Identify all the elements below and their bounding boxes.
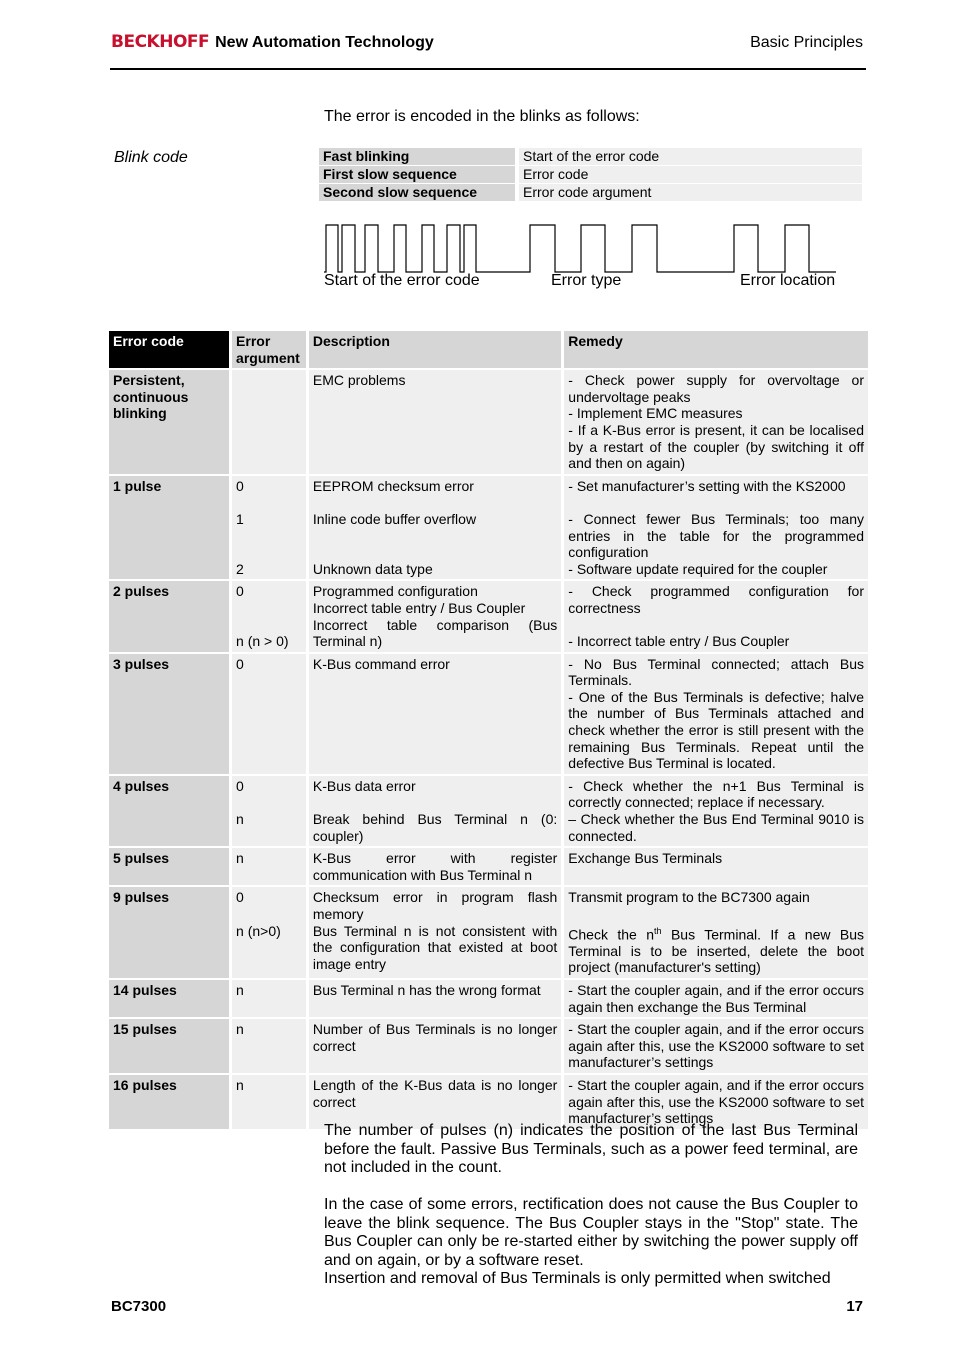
error-code	[109, 1075, 229, 1129]
error-remedy-line: - Connect fewer Bus Terminals; too many entries in the table for the programmed configuration	[568, 510, 864, 561]
error-code	[109, 980, 229, 1017]
error-code	[109, 887, 229, 978]
header-divider	[110, 68, 866, 70]
error-code-line: 15 pulses	[113, 1021, 177, 1038]
error-remedy-line: – Check whether the Bus End Terminal 9010 is connected.	[568, 811, 864, 844]
error-argument-line: 0	[236, 477, 244, 494]
error-description	[309, 476, 561, 580]
blink-pattern: Fast blinking	[319, 148, 515, 165]
error-description-line: K-Bus data error	[312, 777, 416, 794]
blink-pattern: First slow sequence	[319, 166, 515, 183]
error-description	[309, 980, 561, 1017]
error-remedy	[564, 848, 868, 885]
error-argument	[232, 980, 306, 1017]
error-description-line: Incorrect table entry / Bus Coupler	[312, 599, 526, 616]
header-error-argument: Error argument	[232, 331, 306, 368]
error-remedy	[564, 887, 868, 978]
error-remedy-line: - If a K-Bus error is present, it can be localised by a restart of the coupler (by switching it off and then on again)	[568, 421, 864, 472]
error-description-line: Bus Terminal n has the wrong format	[312, 982, 541, 999]
paragraph-insertion: Insertion and removal of Bus Terminals is only permitted when switched	[324, 1270, 831, 1287]
blink-table-row	[319, 184, 862, 201]
blink-table-row	[319, 148, 862, 165]
error-remedy	[564, 476, 868, 580]
error-argument	[232, 1019, 306, 1073]
error-argument-line: n	[236, 982, 244, 999]
blank-line	[568, 906, 864, 923]
table-row	[109, 980, 868, 1017]
error-description-line: Unknown data type	[312, 560, 433, 577]
paragraph-pulse-count: The number of pulses (n) indicates the position of the last Bus Terminal before the fault. Passive Bus Terminals, such as a power feed terminal, are not included in the count.	[324, 1122, 858, 1177]
error-code-line: 16 pulses	[113, 1077, 177, 1093]
error-code	[109, 370, 229, 474]
error-code-line: blinking	[113, 405, 167, 422]
error-argument-line: 0	[236, 889, 244, 906]
header-remedy: Remedy	[564, 331, 868, 368]
error-argument	[232, 370, 306, 474]
table-row	[109, 1019, 868, 1073]
error-description-line: Number of Bus Terminals is no longer correct	[312, 1021, 558, 1054]
table-row	[109, 887, 868, 978]
error-remedy	[564, 654, 868, 774]
table-row	[109, 848, 868, 885]
side-label-blink-code: Blink code	[114, 149, 188, 166]
blank-line	[568, 617, 864, 634]
error-description-line: K-Bus command error	[312, 655, 450, 672]
blink-table-row	[319, 166, 862, 183]
error-code	[109, 776, 229, 846]
error-description-line: Incorrect table comparison (Bus Terminal n)	[312, 616, 558, 650]
error-argument-line: n	[236, 1021, 244, 1038]
error-remedy-line: Transmit program to the BC7300 again	[568, 889, 810, 906]
footer-document-name: BC7300	[111, 1298, 167, 1315]
brand-name: BECKHOFF	[111, 32, 210, 52]
error-code-line: 14 pulses	[113, 982, 177, 999]
header-error-code: Error code	[109, 331, 229, 368]
error-argument	[232, 654, 306, 774]
error-argument	[232, 581, 306, 651]
blink-pattern: Second slow sequence	[319, 184, 515, 201]
error-description	[309, 370, 561, 474]
blink-meaning: Error code argument	[519, 184, 862, 201]
blank-line	[236, 600, 302, 617]
waveform-label-location: Error location	[740, 272, 836, 289]
error-remedy	[564, 980, 868, 1017]
error-code-line: 2 pulses	[113, 583, 170, 600]
error-code	[109, 654, 229, 774]
error-remedy-line	[568, 923, 864, 976]
error-remedy-line: - Start the coupler again, and if the error occurs again then exchange the Bus Terminal	[568, 982, 864, 1015]
error-description	[309, 1075, 561, 1129]
error-argument-line: n (n > 0)	[236, 633, 289, 650]
error-description-line: Length of the K-Bus data is no longer correct	[312, 1077, 558, 1110]
brand-tagline: New Automation Technology	[215, 34, 434, 51]
error-description-line: Bus Terminal n is not consistent with the configuration that existed at boot image entry	[312, 922, 558, 972]
error-code-line: Persistent,	[113, 372, 185, 389]
error-remedy	[564, 581, 868, 651]
blank-line	[313, 494, 557, 511]
error-argument-line: n (n>0)	[236, 922, 281, 939]
error-code-line: continuous	[113, 388, 189, 405]
error-remedy	[564, 776, 868, 846]
error-code	[109, 1019, 229, 1073]
blink-waveform-diagram	[324, 222, 844, 274]
error-code-line: 5 pulses	[113, 850, 170, 867]
error-argument	[232, 887, 306, 978]
error-remedy-line: - No Bus Terminal connected; attach Bus Terminals.	[568, 655, 864, 689]
blank-line	[313, 544, 557, 561]
error-description	[309, 654, 561, 774]
superscript: th	[654, 925, 662, 936]
blank-line	[236, 794, 302, 811]
table-row	[109, 581, 868, 651]
error-remedy-line: Exchange Bus Terminals	[568, 850, 723, 867]
blank-line	[236, 494, 302, 511]
error-remedy	[564, 1019, 868, 1073]
error-remedy-line: - Set manufacturer’s setting with the KS2000	[568, 477, 846, 494]
error-argument	[232, 476, 306, 580]
error-argument-line: n	[236, 1077, 244, 1093]
error-remedy-line: - Check power supply for overvoltage or undervoltage peaks	[568, 372, 864, 405]
table-row	[109, 776, 868, 846]
error-remedy-line: - Incorrect table entry / Bus Coupler	[568, 633, 790, 650]
error-remedy-line: - One of the Bus Terminals is defective; halve the number of Bus Terminals attached and check whether the error is still present with the remaining Bus Terminals. Repeat until the defective Bus Terminal is located.	[568, 688, 864, 772]
error-argument	[232, 848, 306, 885]
error-description-line: K-Bus error with register communication with Bus Terminal n	[312, 850, 558, 883]
error-code-line: 1 pulse	[113, 477, 162, 494]
error-remedy-line: - Start the coupler again, and if the error occurs again after this, use the KS2000 software to set manufacturer’s settings	[568, 1021, 864, 1071]
blank-line	[236, 544, 302, 561]
error-code-line: 3 pulses	[113, 655, 170, 672]
error-description	[309, 581, 561, 651]
error-code-table	[106, 329, 871, 1131]
error-description	[309, 776, 561, 846]
error-description-line: Checksum error in program flash memory	[312, 889, 558, 922]
blank-line	[313, 794, 557, 811]
error-description	[309, 1019, 561, 1073]
error-remedy-line: - Software update required for the coupler	[568, 560, 828, 577]
error-remedy	[564, 1075, 868, 1129]
remedy-text: Check the n	[568, 926, 655, 943]
table-row	[109, 654, 868, 774]
footer-page-number: 17	[846, 1298, 863, 1315]
error-argument-line: 1	[236, 510, 244, 527]
error-remedy-line: - Implement EMC measures	[568, 405, 743, 422]
blink-code-table	[319, 147, 862, 202]
error-remedy-line: - Start the coupler again, and if the error occurs again after this, use the KS2000 software to set manufacturer’s settings	[568, 1077, 864, 1127]
header-description: Description	[309, 331, 561, 368]
error-table-header	[109, 331, 868, 368]
error-code	[109, 581, 229, 651]
error-argument-line: n	[236, 850, 244, 867]
error-remedy-line: - Check programmed configuration for correctness	[568, 583, 864, 616]
error-argument-line: 0	[236, 583, 244, 600]
blank-line	[236, 617, 302, 634]
error-remedy-line: - Check whether the n+1 Bus Terminal is correctly connected; replace if necessary.	[568, 777, 864, 811]
error-description-line: EMC problems	[312, 372, 406, 389]
paragraph-rectification: In the case of some errors, rectification does not cause the Bus Coupler to leave the blink sequence. The Bus Coupler stays in the "Stop" state. The Bus Coupler can only be re-started either by switching the power supply off and on again, or by a software reset.	[324, 1196, 858, 1269]
error-code-line: 4 pulses	[113, 777, 170, 794]
error-code	[109, 848, 229, 885]
error-argument-line: 2	[236, 560, 244, 577]
error-description-line: Break behind Bus Terminal n (0: coupler)	[312, 811, 558, 844]
blank-line	[313, 528, 557, 545]
blink-meaning: Start of the error code	[519, 148, 862, 165]
error-argument-line: 0	[236, 655, 244, 672]
error-argument	[232, 776, 306, 846]
blank-line	[236, 906, 302, 923]
table-row	[109, 370, 868, 474]
remedy-text: Bus Terminal. If a new Bus Terminal is to be inserted, delete the boot project (manufacturer's setting)	[568, 926, 865, 976]
waveform-label-type: Error type	[551, 272, 622, 289]
error-code-line: 9 pulses	[113, 889, 170, 906]
error-description	[309, 848, 561, 885]
blink-waveform	[324, 225, 836, 272]
error-argument-line: 0	[236, 777, 244, 794]
error-description-line: EEPROM checksum error	[312, 477, 474, 494]
blank-line	[568, 494, 864, 511]
table-row	[109, 476, 868, 580]
error-argument-line: n	[236, 811, 244, 828]
error-description-line: Inline code buffer overflow	[312, 510, 477, 527]
blink-meaning: Error code	[519, 166, 862, 183]
error-argument	[232, 1075, 306, 1129]
section-title: Basic Principles	[750, 34, 863, 51]
error-remedy	[564, 370, 868, 474]
table-row	[109, 1075, 868, 1129]
waveform-label-start: Start of the error code	[324, 272, 480, 289]
error-description-line: Programmed configuration	[312, 583, 478, 600]
blank-line	[236, 528, 302, 545]
intro-text: The error is encoded in the blinks as follows:	[324, 108, 640, 125]
error-code	[109, 476, 229, 580]
beckhoff-logo	[111, 32, 434, 52]
error-description	[309, 887, 561, 978]
